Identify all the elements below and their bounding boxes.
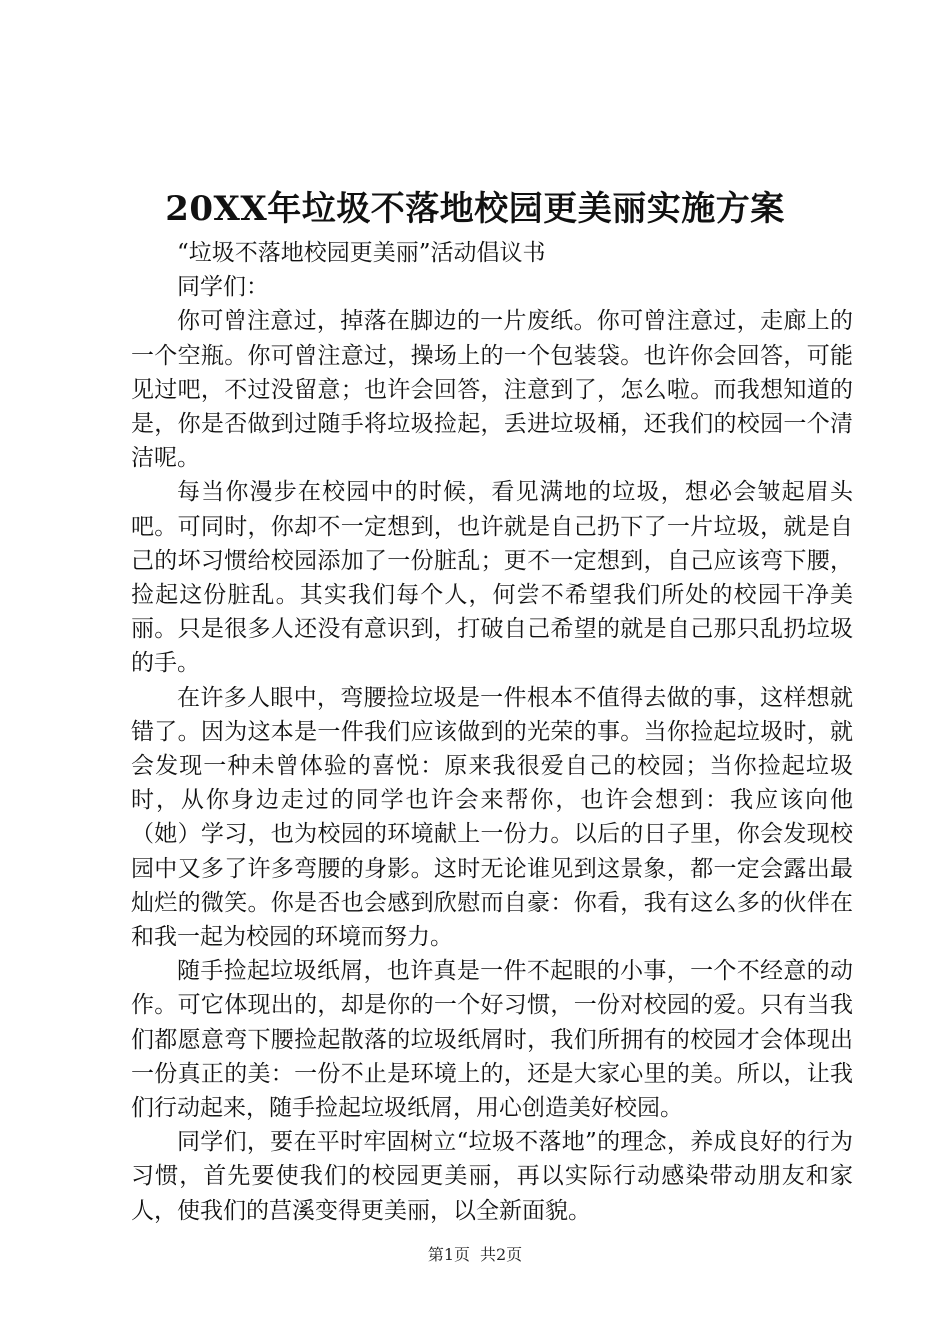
document-subtitle: “垃圾不落地校园更美丽”活动倡议书: [177, 240, 546, 266]
paragraph: 随手捡起垃圾纸屑，也许真是一件不起眼的小事，一个不经意的动作。可它体现出的，却是你的一个好习惯，一份对校园的爱。只有当我们都愿意弯下腰捡起散落的垃圾纸屑时，我们所拥有的校园才会体现出一份真正的美：一份不止是环境上的，还是大家心里的美。所以，让我们行动起来，随手捡起垃圾纸屑，用心创造美好校园。: [131, 958, 853, 1122]
paragraph: 你可曾注意过，掉落在脚边的一片废纸。你可曾注意过，走廊上的一个空瓶。你可曾注意过，操场上的一个包装袋。也许你会回答，可能见过吧，不过没留意；也许会回答，注意到了，怎么啦。而我想知道的是，你是否做到过随手将垃圾捡起，丢进垃圾桶，还我们的校园一个清洁呢。: [131, 308, 853, 472]
salutation: 同学们：: [177, 274, 269, 301]
paragraph: 同学们，要在平时牢固树立“垃圾不落地”的理念，养成良好的行为习惯，首先要使我们的校园更美丽，再以实际行动感染带动朋友和家人，使我们的莒溪变得更美丽，以全新面貌。: [131, 1129, 853, 1224]
document-title: 20XX年垃圾不落地校园更美丽实施方案: [165, 189, 785, 229]
total-pages: 共2页: [480, 1245, 523, 1264]
page-footer: [0, 1244, 950, 1266]
page-number: 第1页: [427, 1245, 470, 1264]
document-body: [131, 236, 853, 1228]
paragraph: 在许多人眼中，弯腰捡垃圾是一件根本不值得去做的事，这样想就错了。因为这本是一件我们应该做到的光荣的事。当你捡起垃圾时，就会发现一种未曾体验的喜悦：原来我很爱自己的校园；当你捡起垃圾时，从你身边走过的同学也许会来帮你，也许会想到：我应该向他（她）学习，也为校园的环境献上一份力。以后的日子里，你会发现校园中又多了许多弯腰的身影。这时无论谁见到这景象，都一定会露出最灿烂的微笑。你是否也会感到欣慰而自豪：你看，我有这么多的伙伴在和我一起为校园的环境而努力。: [131, 684, 853, 951]
paragraph: 每当你漫步在校园中的时候，看见满地的垃圾，想必会皱起眉头吧。可同时，你却不一定想到，也许就是自己扔下了一片垃圾，就是自己的坏习惯给校园添加了一份脏乱；更不一定想到，自己应该弯下腰，捡起这份脏乱。其实我们每个人，何尝不希望我们所处的校园干净美丽。只是很多人还没有意识到，打破自己希望的就是自己那只乱扔垃圾的手。: [131, 479, 853, 677]
